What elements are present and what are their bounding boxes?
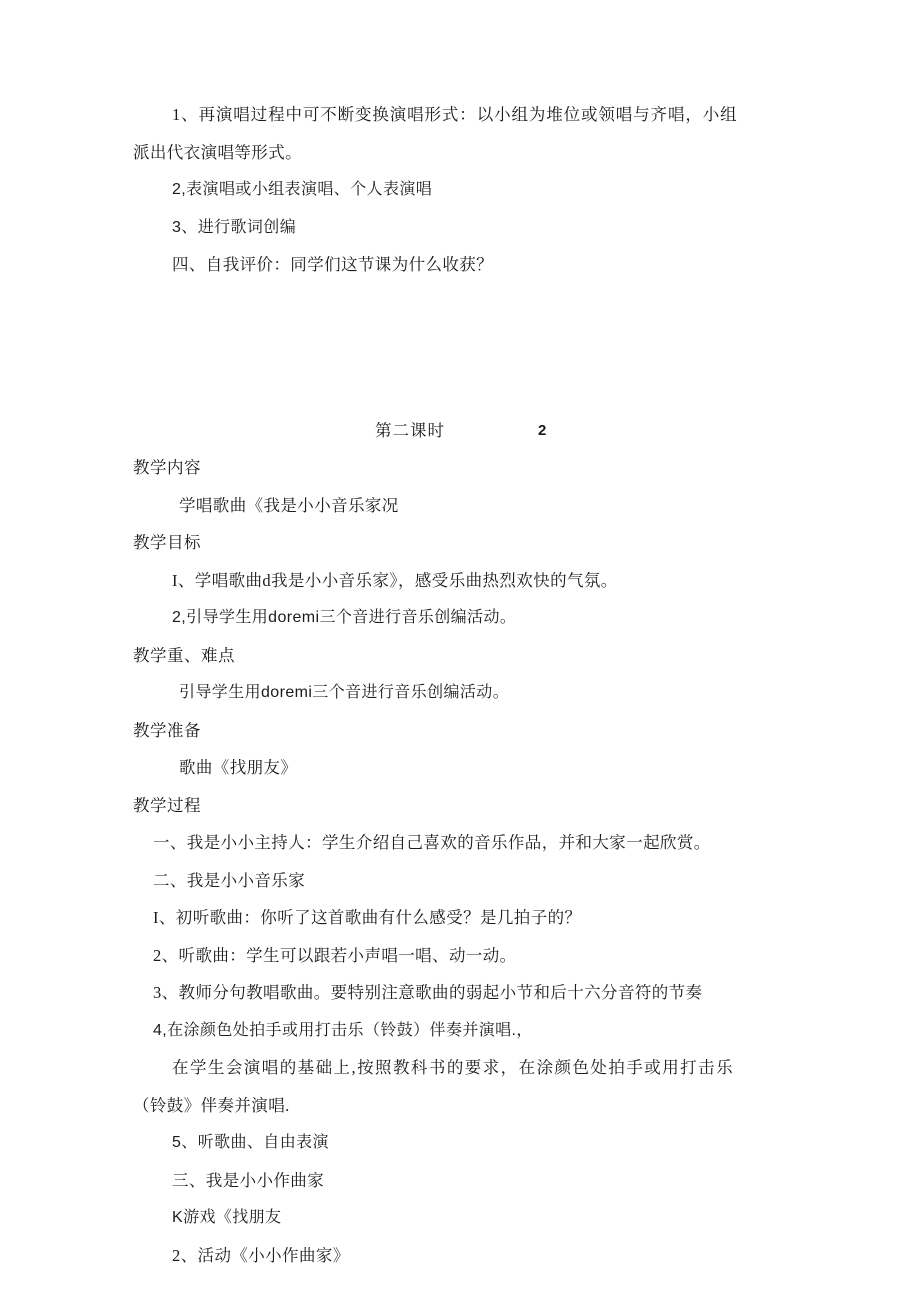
paragraph-line: 四、自我评价：同学们这节课为什么收获？ (172, 255, 494, 274)
session-title: 第二课时 (375, 420, 445, 440)
section-spacer (133, 284, 737, 412)
paragraph-line: 4,在涂颜色处拍手或用打击乐（铃鼓）伴奏并演唱.， (153, 1021, 533, 1039)
paragraph-line: 1、再演唱过程中可不断变换演唱形式：以小组为堆位或领唱与齐唱，小组派出代衣演唱等形式。 (133, 105, 737, 162)
paragraph-line: 2,引导学生用doremi三个音进行音乐创编活动。 (172, 609, 517, 626)
paragraph-line: I、学唱歌曲d我是小小音乐家》，感受乐曲热烈欢快的气氛。 (172, 570, 618, 590)
paragraph-line: 学唱歌曲《我是小小音乐家况 (179, 495, 399, 515)
paragraph-line: 二、我是小小音乐家 (153, 870, 306, 890)
paragraph-line: 3、进行歌词创编 (172, 218, 297, 236)
text-column (133, 96, 737, 1274)
paragraph-line: 2、听歌曲：学生可以跟若小声唱一唱、动一动。 (153, 945, 517, 965)
heading-teaching-process: 教学过程 (133, 795, 201, 815)
paragraph-line: I、初听歌曲：你听了这首歌曲有什么感受？是几拍子的？ (153, 908, 582, 927)
paragraph-line: 在学生会演唱的基础上,按照教科书的要求，在涂颜色处拍手或用打击乐（铃鼓》伴奏并演唱. (133, 1058, 733, 1115)
heading-key-difficult-points: 教学重、难点 (133, 645, 235, 665)
page-marker: 2 (538, 421, 547, 439)
paragraph-line: 2,表演唱或小组表演唱、个人表演唱 (172, 181, 433, 198)
paragraph-line: 3、教师分句教唱歌曲。要特别注意歌曲的弱起小节和后十六分音符的节奏 (153, 983, 703, 1002)
paragraph-line: 三、我是小小作曲家 (172, 1170, 325, 1190)
paragraph-line: 一、我是小小主持人：学生介绍自己喜欢的音乐作品，并和大家一起欣赏。 (153, 833, 711, 852)
heading-teaching-goals: 教学目标 (133, 533, 201, 552)
paragraph-line: 5、听歌曲、自由表演 (172, 1134, 329, 1151)
paragraph-line: K游戏《找朋友 (172, 1209, 282, 1226)
paragraph-line: 引导学生用doremi三个音进行音乐创编活动。 (179, 684, 510, 701)
heading-teaching-preparation: 教学准备 (133, 720, 201, 740)
heading-teaching-content: 教学内容 (133, 458, 201, 477)
session-header (133, 412, 737, 450)
paragraph-line: 2、活动《小小作曲家》 (172, 1245, 350, 1265)
paragraph-line: 歌曲《找朋友》 (179, 758, 298, 777)
